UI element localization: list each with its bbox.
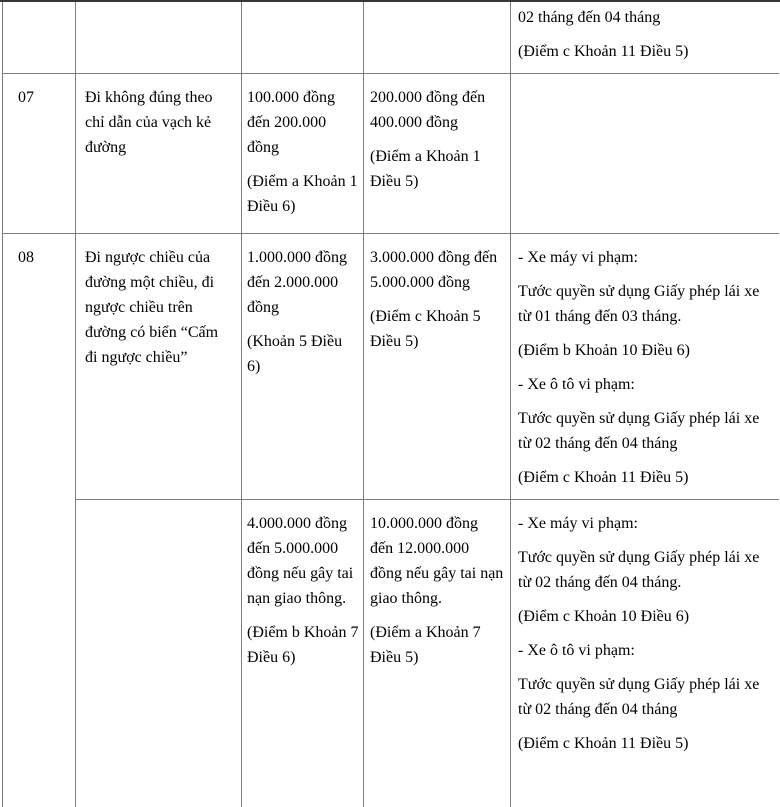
paragraph: Tước quyền sử dụng Giấy phép lái xe từ 02 tháng đến 04 tháng bbox=[518, 410, 760, 452]
table-row-continuation bbox=[3, 2, 779, 74]
paragraph: (Điểm c Khoản 10 Điều 6) bbox=[518, 608, 690, 625]
paragraph: (Điểm b Khoản 10 Điều 6) bbox=[518, 342, 690, 359]
paragraph: (Điểm a Khoản 1 Điều 6) bbox=[247, 173, 358, 215]
paragraph: Tước quyền sử dụng Giấy phép lái xe từ 02 tháng đến 04 tháng bbox=[518, 676, 760, 718]
paragraph: - Xe máy vi phạm: bbox=[518, 515, 638, 532]
paragraph: Tước quyền sử dụng Giấy phép lái xe từ 01 tháng đến 03 tháng. bbox=[518, 283, 760, 325]
paragraph: - Xe ô tô vi phạm: bbox=[518, 376, 635, 393]
paragraph: (Điểm c Khoản 11 Điều 5) bbox=[518, 735, 689, 752]
cell-fine-car bbox=[364, 500, 511, 807]
cell-empty bbox=[76, 500, 242, 807]
traffic-fines-table bbox=[2, 2, 779, 807]
table-row-07 bbox=[3, 74, 779, 234]
cell-fine-motorbike bbox=[242, 500, 364, 807]
paragraph: (Điểm c Khoản 5 Điều 5) bbox=[370, 308, 481, 350]
cell-empty bbox=[364, 2, 511, 74]
cell-ordinal: 08 bbox=[3, 234, 76, 807]
cell-additional-penalty bbox=[511, 500, 779, 807]
cell-empty bbox=[76, 2, 242, 74]
cell-violation-description bbox=[76, 74, 242, 234]
paragraph: 100.000 đồng đến 200.000 đồng bbox=[247, 89, 335, 156]
cell-fine-car bbox=[364, 234, 511, 500]
paragraph: (Điểm c Khoản 11 Điều 5) bbox=[518, 469, 689, 486]
table-row-08-accident bbox=[3, 500, 779, 807]
paragraph: 200.000 đồng đến 400.000 đồng bbox=[370, 89, 486, 131]
paragraph: Tước quyền sử dụng Giấy phép lái xe từ 02 tháng đến 04 tháng. bbox=[518, 549, 760, 591]
cell-fine-motorbike bbox=[242, 74, 364, 234]
cell-violation-description bbox=[76, 234, 242, 500]
cell-additional-penalty bbox=[511, 74, 779, 234]
paragraph: - Xe ô tô vi phạm: bbox=[518, 642, 635, 659]
paragraph: 02 tháng đến 04 tháng bbox=[518, 9, 661, 26]
paragraph: 10.000.000 đồng đến 12.000.000 đồng nếu gây tai nạn giao thông. bbox=[370, 515, 504, 607]
table-row-08-main bbox=[3, 234, 779, 500]
paragraph: (Điểm a Khoản 1 Điều 5) bbox=[370, 148, 481, 190]
paragraph: 4.000.000 đồng đến 5.000.000 đồng nếu gây tai nạn giao thông. bbox=[247, 515, 354, 607]
paragraph: 3.000.000 đồng đến 5.000.000 đồng bbox=[370, 249, 498, 291]
paragraph: (Khoản 5 Điều 6) bbox=[247, 333, 343, 375]
cell-fine-car bbox=[364, 74, 511, 234]
cell-additional-penalty bbox=[511, 2, 779, 74]
paragraph: (Điểm c Khoản 11 Điều 5) bbox=[518, 43, 689, 60]
paragraph: Đi không đúng theo chỉ dẫn của vạch kẻ đường bbox=[85, 89, 213, 156]
cell-fine-motorbike bbox=[242, 234, 364, 500]
cell-additional-penalty bbox=[511, 234, 779, 500]
cell-ordinal: 07 bbox=[3, 74, 76, 234]
cell-empty bbox=[242, 2, 364, 74]
paragraph: 1.000.000 đồng đến 2.000.000 đồng bbox=[247, 249, 347, 316]
paragraph: - Xe máy vi phạm: bbox=[518, 249, 638, 266]
cell-empty bbox=[3, 2, 76, 74]
paragraph: Đi ngược chiều của đường một chiều, đi ngược chiều trên đường có biển “Cấm đi ngược chiều” bbox=[85, 249, 219, 366]
paragraph: (Điểm b Khoản 7 Điều 6) bbox=[247, 624, 359, 666]
paragraph: (Điểm a Khoản 7 Điều 5) bbox=[370, 624, 481, 666]
